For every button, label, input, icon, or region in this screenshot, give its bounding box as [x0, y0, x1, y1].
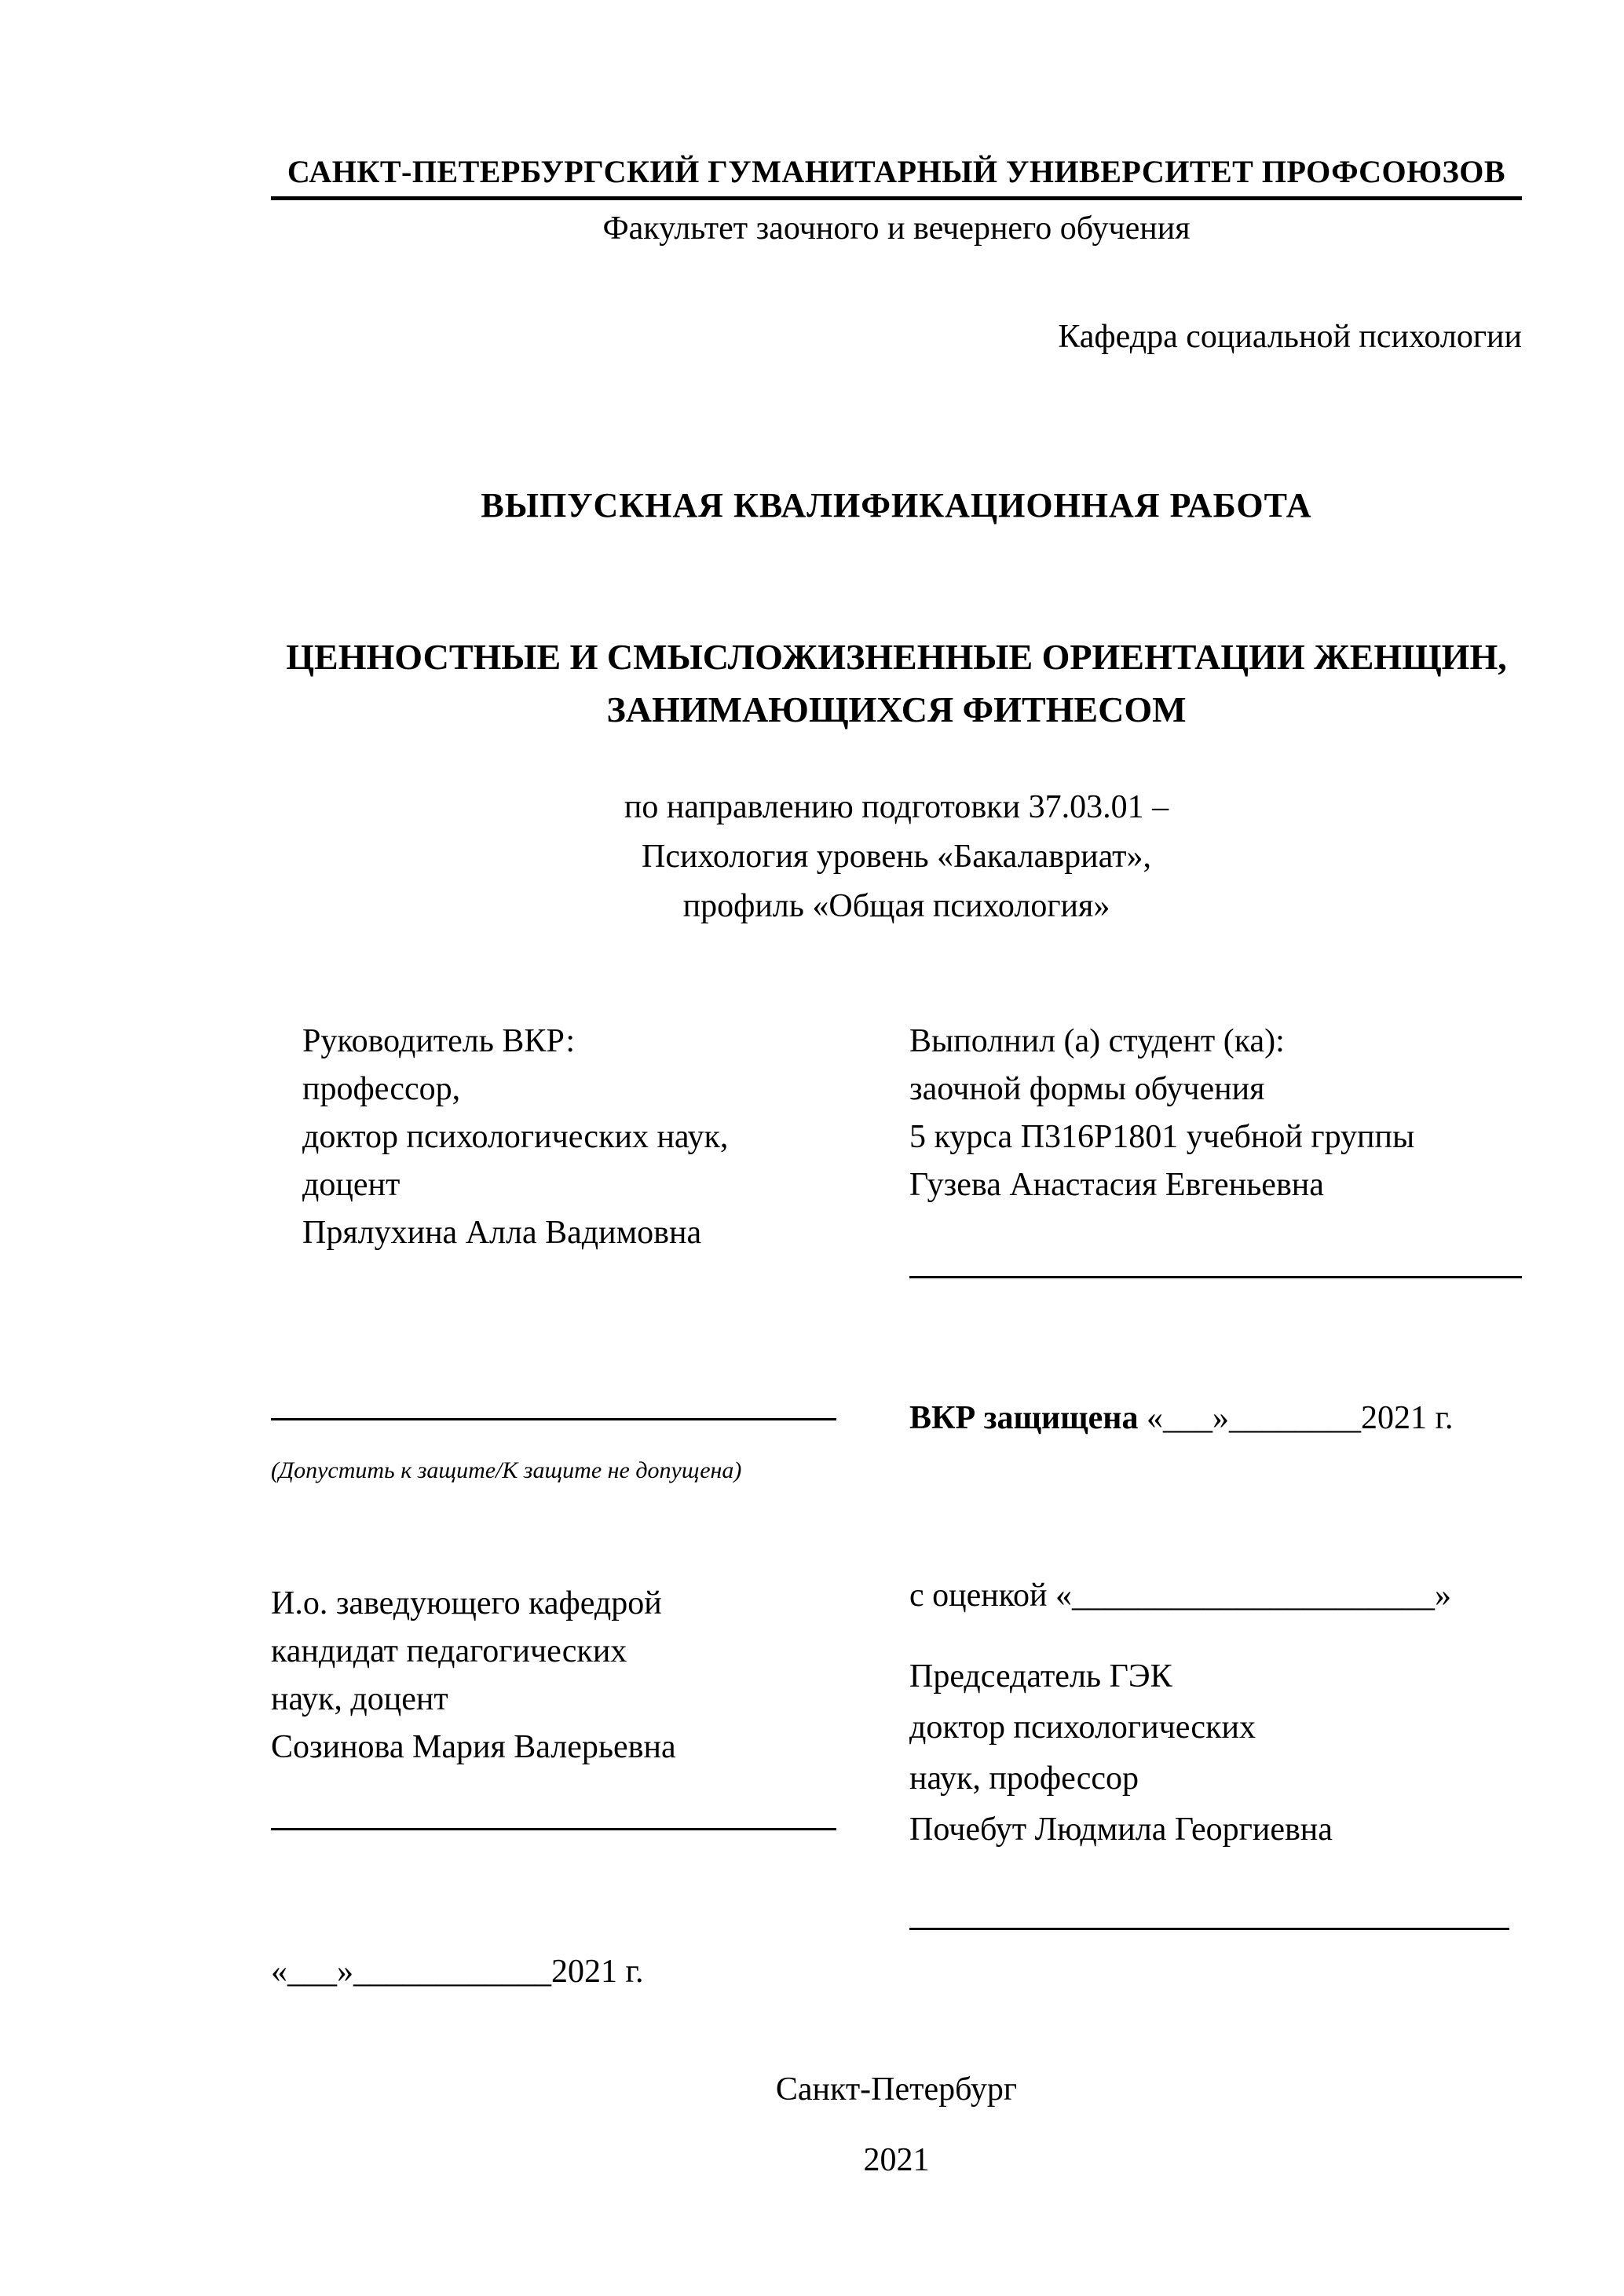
defense-date-blank: «___»________2021 г.: [1138, 1399, 1454, 1436]
student-label: Выполнил (а) студент (ка):: [909, 1023, 1285, 1060]
signature-columns: [271, 1018, 1522, 1995]
department-head-signature-line: [271, 1828, 836, 1830]
student-block: [909, 1018, 1522, 1209]
committee-chair-rank: наук, профессор: [909, 1760, 1139, 1797]
committee-chair-position: Председатель ГЭК: [909, 1658, 1172, 1695]
department-head-position: И.о. заведующего кафедрой: [271, 1585, 662, 1622]
supervisor-name: Прялухина Алла Вадимовна: [302, 1214, 702, 1251]
program-info: [271, 783, 1522, 931]
committee-chair-signature-line: [909, 1928, 1509, 1930]
supervisor-block: [271, 1018, 876, 1256]
program-level: Психология уровень «Бакалавриат»,: [642, 839, 1151, 876]
committee-chair-block: [909, 1651, 1522, 1855]
work-type-heading: ВЫПУСКНАЯ КВАЛИФИКАЦИОННАЯ РАБОТА: [481, 486, 1312, 525]
department-head-rank: наук, доцент: [271, 1681, 448, 1718]
thesis-title-line1: ЦЕННОСТНЫЕ И СМЫСЛОЖИЗНЕННЫЕ ОРИЕНТАЦИИ ЖЕНЩИН,: [286, 637, 1507, 677]
left-column: [271, 1018, 876, 1995]
department-head-name: Созинова Мария Валерьевна: [271, 1729, 676, 1765]
admission-signature-line: [271, 1418, 836, 1420]
right-column: [909, 1018, 1522, 1995]
supervisor-degree: доктор психологических наук,: [302, 1119, 729, 1156]
admission-note: (Допустить к защите/К защите не допущена): [271, 1457, 742, 1483]
defense-date-line: [909, 1395, 1522, 1442]
footer-year: 2021: [863, 2141, 930, 2178]
program-direction: по направлению подготовки 37.03.01 –: [624, 789, 1169, 826]
university-name: САНКТ-ПЕТЕРБУРГСКИЙ ГУМАНИТАРНЫЙ УНИВЕРСИТЕТ ПРОФСОЮЗОВ: [271, 153, 1522, 200]
supervisor-label: Руководитель ВКР:: [302, 1023, 576, 1060]
footer-city: Санкт-Петербург: [775, 2071, 1018, 2108]
faculty-name: Факультет заочного и вечернего обучения: [602, 210, 1191, 247]
admission-date-line: «___»____________2021 г.: [271, 1953, 644, 1990]
committee-chair-name: Почебут Людмила Георгиевна: [909, 1812, 1333, 1848]
department-head-block: [271, 1580, 876, 1771]
student-group: 5 курса П316Р1801 учебной группы: [909, 1119, 1415, 1156]
supervisor-rank: профессор,: [302, 1071, 461, 1108]
committee-chair-degree: доктор психологических: [909, 1709, 1256, 1746]
thesis-title: [271, 631, 1522, 736]
department-head-degree: кандидат педагогических: [271, 1633, 627, 1670]
department-name: Кафедра социальной психологии: [1058, 319, 1522, 355]
thesis-title-line2: ЗАНИМАЮЩИХСЯ ФИТНЕСОМ: [606, 689, 1187, 729]
student-signature-line: [909, 1276, 1522, 1278]
supervisor-position: доцент: [302, 1167, 401, 1204]
program-profile: профиль «Общая психология»: [682, 888, 1110, 925]
student-name: Гузева Анастасия Евгеньевна: [909, 1167, 1324, 1204]
grade-line: с оценкой «______________________»: [909, 1577, 1451, 1614]
defense-label: ВКР защищена: [909, 1399, 1139, 1436]
student-study-form: заочной формы обучения: [909, 1071, 1265, 1108]
